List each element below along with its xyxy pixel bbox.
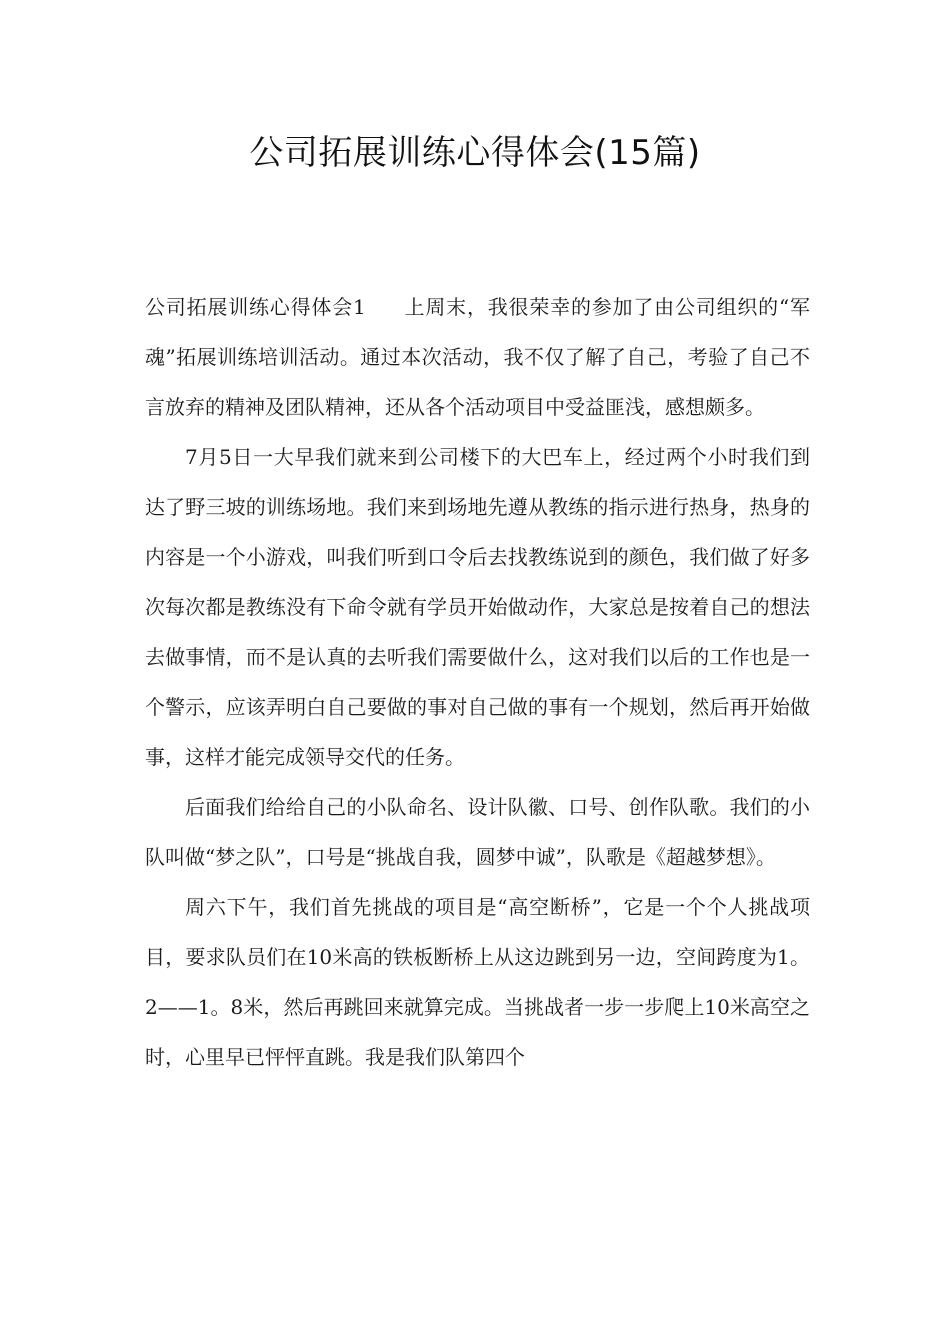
paragraph-4: 周六下午，我们首先挑战的项目是“高空断桥”，它是一个个人挑战项目，要求队员们在10米高的铁板断桥上从这边跳到另一边，空间跨度为1。2——1。8米，然后再跳回来就算完成。当挑战者一步一步爬上10米高空之时，心里早已怦怦直跳。我是我们队第四个 [145,895,810,1069]
document-title: 公司拓展训练心得体会(15篇) [249,133,701,173]
document-body [145,282,810,1082]
paragraph-3: 后面我们给给自己的小队命名、设计队徽、口号、创作队歌。我们的小队叫做“梦之队”，口号是“挑战自我，圆梦中诚”，队歌是《超越梦想》。 [145,795,810,869]
paragraph-1 [145,282,810,432]
paragraph-2: 7月5日一大早我们就来到公司楼下的大巴车上，经过两个小时我们到达了野三坡的训练场地。我们来到场地先遵从教练的指示进行热身，热身的内容是一个小游戏，叫我们听到口令后去找教练说到的颜色，我们做了好多次每次都是教练没有下命令就有学员开始做动作，大家总是按着自己的想法去做事情，而不是认真的去听我们需要做什么，这对我们以后的工作也是一个警示，应该弄明白自己要做的事对自己做的事有一个规划，然后再开始做事，这样才能完成领导交代的任务。 [145,445,810,769]
section-heading: 公司拓展训练心得体会1 [145,295,366,319]
paragraph-1-text: 上周末，我很荣幸的参加了由公司组织的“军魂”拓展训练培训活动。通过本次活动，我不仅了解了自己，考验了自己不言放弃的精神及团队精神，还从各个活动项目中受益匪浅，感想颇多。 [145,295,810,419]
